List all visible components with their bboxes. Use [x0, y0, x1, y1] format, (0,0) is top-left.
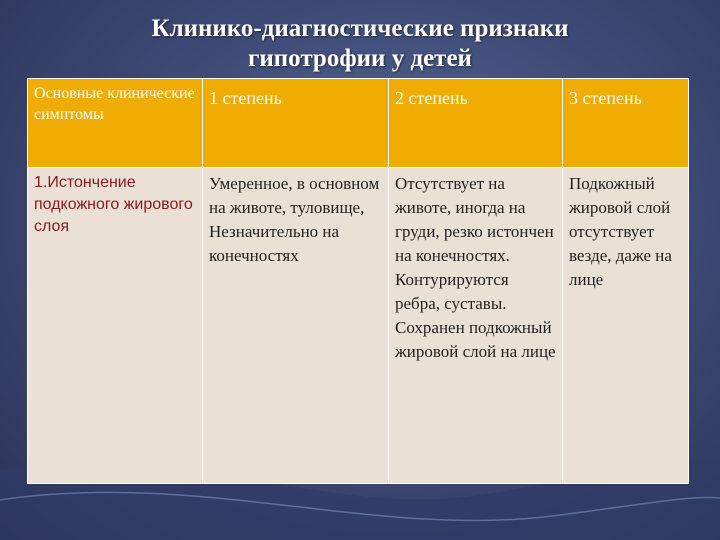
table-header-row [28, 79, 689, 168]
degree-1-cell: Умеренное, в основном на животе, туловище, Незначительно на конечностях [203, 168, 389, 484]
degree-2-cell: Отсутствует на животе, иногда на груди, резко истончен на конечностях. Контурируются ребра, суставы. Сохранен подкожный жировой слой на лице [389, 168, 563, 484]
symptom-cell: 1.Истончение подкожного жирового слоя [28, 168, 203, 484]
header-cell-degree-3: 3 степень [563, 79, 689, 168]
header-cell-degree-2: 2 степень [389, 79, 563, 168]
symptoms-table [27, 78, 689, 484]
degree-3-cell: Подкожный жировой слой отсутствует везде, даже на лице [563, 168, 689, 484]
slide-title-line2: гипотрофии у детей [248, 45, 472, 72]
header-cell-symptoms: Основные клинические симптомы [28, 79, 203, 168]
slide-title [60, 14, 660, 74]
table-row [28, 168, 689, 484]
header-cell-degree-1: 1 степень [203, 79, 389, 168]
slide-title-line1: Клинико-диагностические признаки [151, 15, 569, 42]
